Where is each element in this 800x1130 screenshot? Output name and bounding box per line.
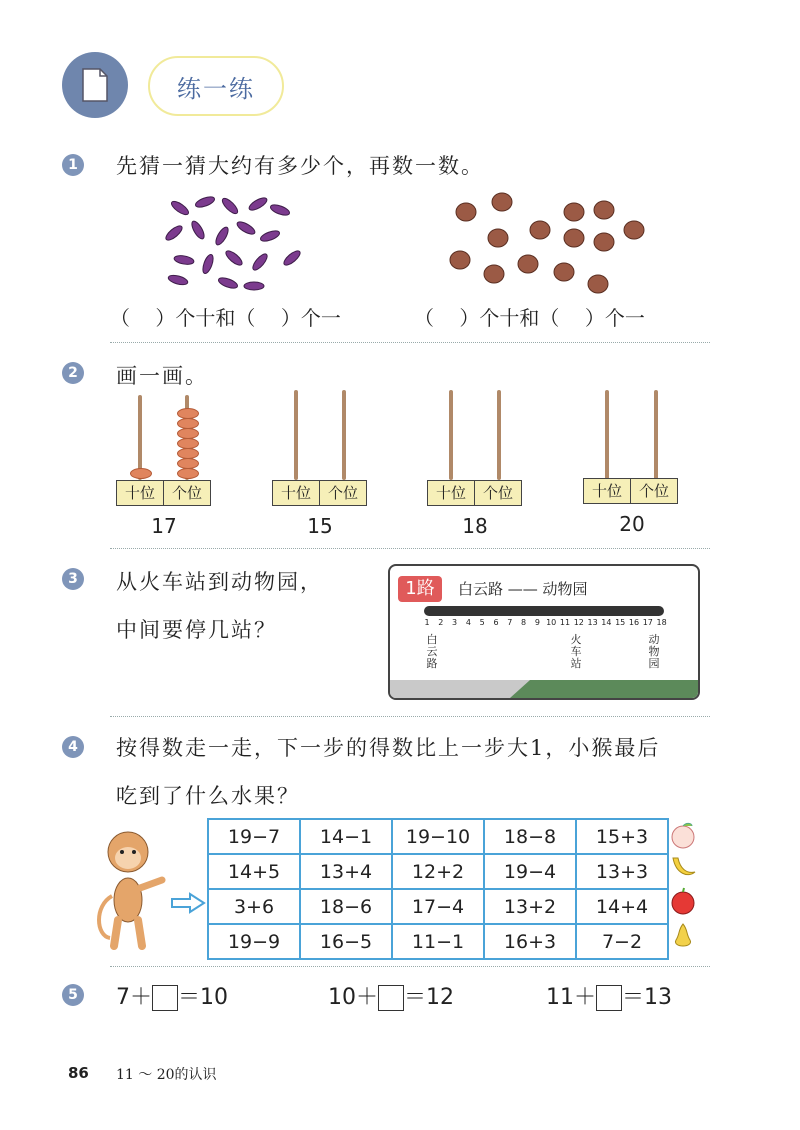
banana-icon (668, 852, 698, 882)
grid-cell[interactable]: 19−10 (392, 819, 484, 854)
equation-2 (328, 980, 454, 1011)
bus-route-sign (388, 564, 700, 700)
stop-number: 15 (615, 618, 626, 627)
route-text: 白云路 —— 动物园 (458, 580, 588, 598)
grid-cell[interactable]: 17−4 (392, 889, 484, 924)
answer-box-3[interactable] (596, 985, 622, 1011)
stop-number: 16 (628, 618, 640, 627)
grid-cell[interactable]: 14+4 (576, 889, 668, 924)
page-number: 86 (68, 1064, 89, 1082)
stop-numbers (420, 618, 668, 630)
stop-number: 1 (424, 618, 430, 627)
eq2-left: 10＋ (328, 985, 378, 1010)
grid-cell[interactable]: 3+6 (208, 889, 300, 924)
eq2-right: ＝12 (404, 985, 454, 1010)
grid-cell[interactable]: 15+3 (576, 819, 668, 854)
path-grid (207, 818, 669, 960)
eq1-left: 7＋ (116, 985, 152, 1010)
tens-label: 十位 (280, 484, 311, 502)
page-title (148, 56, 284, 116)
route-badge: 1路 (398, 576, 442, 602)
abacus-value: 17 (151, 514, 177, 538)
grid-row (208, 924, 668, 959)
grid-cell[interactable]: 14−1 (300, 819, 392, 854)
grid-cell[interactable]: 16+3 (484, 924, 576, 959)
q3-line1: 从火车站到动物园， (116, 570, 323, 594)
equation-3 (546, 980, 672, 1011)
chapter-title: 11 ～ 20的认识 (116, 1067, 217, 1083)
monkey-icon (92, 826, 170, 952)
q1-number: 1 (62, 154, 84, 176)
q4-number: 4 (62, 736, 84, 758)
grid-cell[interactable]: 14+5 (208, 854, 300, 889)
ones-label: 个位 (163, 481, 210, 505)
grid-row (208, 819, 668, 854)
q1-blank-left[interactable]: （ ）个十和（ ）个一 (110, 306, 341, 330)
grid-cell[interactable]: 11−1 (392, 924, 484, 959)
grid-cell[interactable]: 19−4 (484, 854, 576, 889)
grid-cell[interactable]: 12+2 (392, 854, 484, 889)
eq1-right: ＝10 (178, 985, 228, 1010)
pear-icon (668, 920, 698, 952)
abacus-value: 15 (307, 514, 333, 538)
stop-number: 10 (546, 618, 557, 627)
q3-number: 3 (62, 568, 84, 590)
abacus-value: 20 (619, 512, 645, 536)
peach-icon (668, 820, 698, 850)
ones-label: 个位 (474, 481, 521, 505)
pinecone-group (448, 190, 658, 295)
answer-box-1[interactable] (152, 985, 178, 1011)
grid-cell[interactable]: 13+3 (576, 854, 668, 889)
stop-number: 3 (452, 618, 458, 627)
grid-cell[interactable]: 13+4 (300, 854, 392, 889)
grid-cell[interactable]: 18−6 (300, 889, 392, 924)
divider (110, 548, 710, 549)
grid-cell[interactable]: 19−7 (208, 819, 300, 854)
stop-number: 12 (573, 618, 584, 627)
stop-baiyun: 白云路 (426, 633, 438, 670)
grid-cell[interactable]: 7−2 (576, 924, 668, 959)
grid-cell[interactable]: 16−5 (300, 924, 392, 959)
grid-cell[interactable]: 13+2 (484, 889, 576, 924)
stop-number: 8 (521, 618, 527, 627)
stop-number: 2 (438, 618, 444, 627)
tens-label: 十位 (591, 482, 622, 500)
grid-row (208, 854, 668, 889)
q1-text: 先猜一猜大约有多少个，再数一数。 (116, 154, 484, 178)
q3-line2: 中间要停几站？ (116, 618, 277, 642)
divider (110, 342, 710, 343)
stop-number: 17 (642, 618, 653, 627)
abacus-value: 18 (462, 514, 488, 538)
equation-1 (116, 980, 228, 1011)
stop-number: 5 (479, 618, 485, 627)
tens-label: 十位 (435, 484, 466, 502)
stop-number: 11 (559, 618, 571, 627)
apple-icon (668, 886, 698, 916)
q1-blank-right[interactable]: （ ）个十和（ ）个一 (414, 306, 645, 330)
divider (110, 716, 710, 717)
ones-label: 个位 (319, 481, 366, 505)
answer-box-2[interactable] (378, 985, 404, 1011)
stop-number: 9 (534, 618, 540, 627)
q4-line1: 按得数走一走，下一步的得数比上一步大1，小猴最后 (116, 736, 661, 760)
stop-zoo: 动物园 (648, 633, 660, 670)
header-doc-icon (62, 52, 128, 118)
grid-cell[interactable]: 18−8 (484, 819, 576, 854)
tens-label: 十位 (124, 484, 155, 502)
q2-text: 画一画。 (116, 364, 208, 388)
eq3-right: ＝13 (622, 985, 672, 1010)
arrow-icon (170, 892, 206, 914)
stop-number: 18 (656, 618, 667, 627)
ones-label: 个位 (630, 479, 677, 503)
stop-number: 6 (493, 618, 499, 627)
stop-number: 13 (587, 618, 598, 627)
eggplant-group (160, 188, 310, 296)
page-title-text: 练一练 (177, 74, 255, 103)
eq3-left: 11＋ (546, 985, 596, 1010)
stop-number: 7 (507, 618, 513, 627)
q4-line2: 吃到了什么水果？ (116, 784, 300, 808)
grid-cell[interactable]: 19−9 (208, 924, 300, 959)
stop-number: 14 (601, 618, 612, 627)
grid-row (208, 889, 668, 924)
stop-train: 火车站 (570, 633, 582, 670)
divider (110, 966, 710, 967)
stop-number: 4 (465, 618, 471, 627)
q5-number: 5 (62, 984, 84, 1006)
q2-number: 2 (62, 362, 84, 384)
route-line (424, 606, 664, 616)
